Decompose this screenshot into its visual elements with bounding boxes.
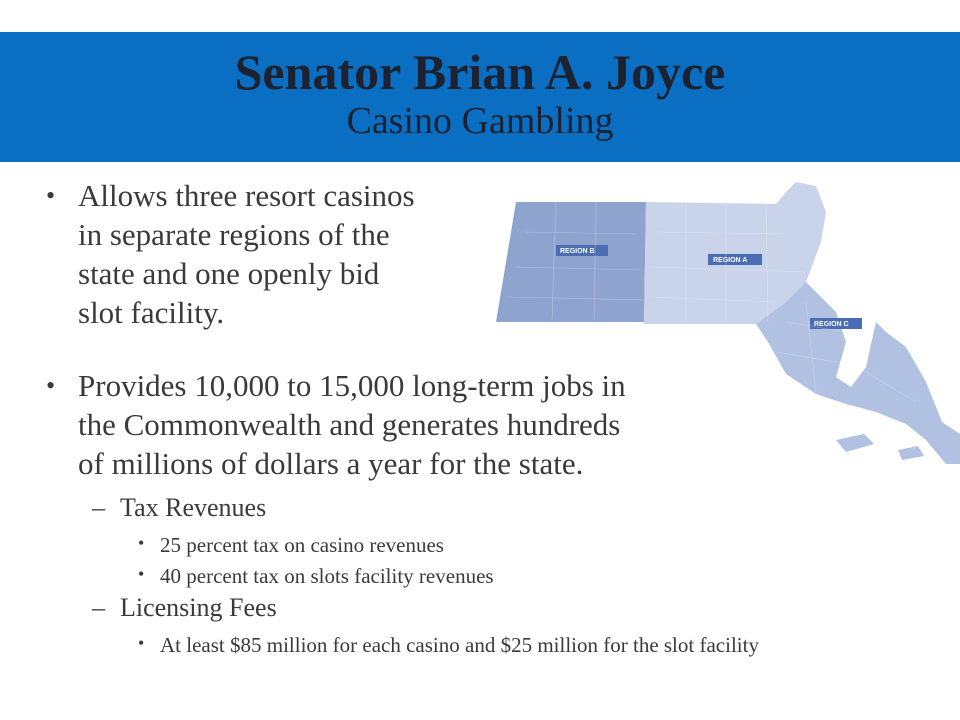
sub-sub-item-text: 25 percent tax on casino revenues xyxy=(160,533,444,557)
svg-text:REGION B: REGION B xyxy=(560,248,595,255)
bullet-line: Allows three resort casinos xyxy=(78,178,415,213)
sub-item-label: Licensing Fees xyxy=(120,593,277,622)
bullet-line: Provides 10,000 to 15,000 long-term jobs in xyxy=(78,368,626,403)
bullet-dot: • xyxy=(138,533,145,553)
bullet-jobs-revenue xyxy=(46,366,778,483)
bullet-line: of millions of dollars a year for the state. xyxy=(78,446,584,481)
sub-sub-item-text: At least $85 million for each casino and $25 million for the slot facility xyxy=(160,633,759,657)
map-label-region-b xyxy=(556,245,608,256)
sub-sub-item-license-fee xyxy=(138,632,900,658)
map-island-marthas-vineyard xyxy=(836,434,874,452)
slide-subtitle: Casino Gambling xyxy=(346,100,614,142)
sub-item-tax-revenues xyxy=(92,492,267,524)
dash-marker: – xyxy=(92,493,105,522)
map-region-b xyxy=(496,202,646,322)
map-label-region-a xyxy=(708,254,762,265)
map-island-nantucket xyxy=(898,446,924,460)
bullet-resort-casinos xyxy=(46,176,498,332)
bullet-line: in separate regions of the xyxy=(78,217,390,252)
sub-item-label: Tax Revenues xyxy=(120,493,267,522)
svg-text:REGION C: REGION C xyxy=(814,321,849,328)
slide-title: Senator Brian A. Joyce xyxy=(234,44,726,100)
sub-sub-item-slots-tax xyxy=(138,563,494,589)
bullet-dot: • xyxy=(138,564,145,584)
sub-sub-item-casino-tax xyxy=(138,532,444,558)
dash-marker: – xyxy=(92,593,105,622)
sub-sub-item-text: 40 percent tax on slots facility revenues xyxy=(160,564,494,588)
sub-item-licensing-fees xyxy=(92,592,277,624)
bullet-line: slot facility. xyxy=(78,295,225,330)
svg-text:REGION A: REGION A xyxy=(713,257,748,264)
bullet-dot: • xyxy=(46,371,56,400)
bullet-line: state and one openly bid xyxy=(78,256,380,291)
bullet-dot: • xyxy=(46,181,56,210)
bullet-line: the Commonwealth and generates hundreds xyxy=(78,407,621,442)
bullet-dot: • xyxy=(138,633,145,653)
